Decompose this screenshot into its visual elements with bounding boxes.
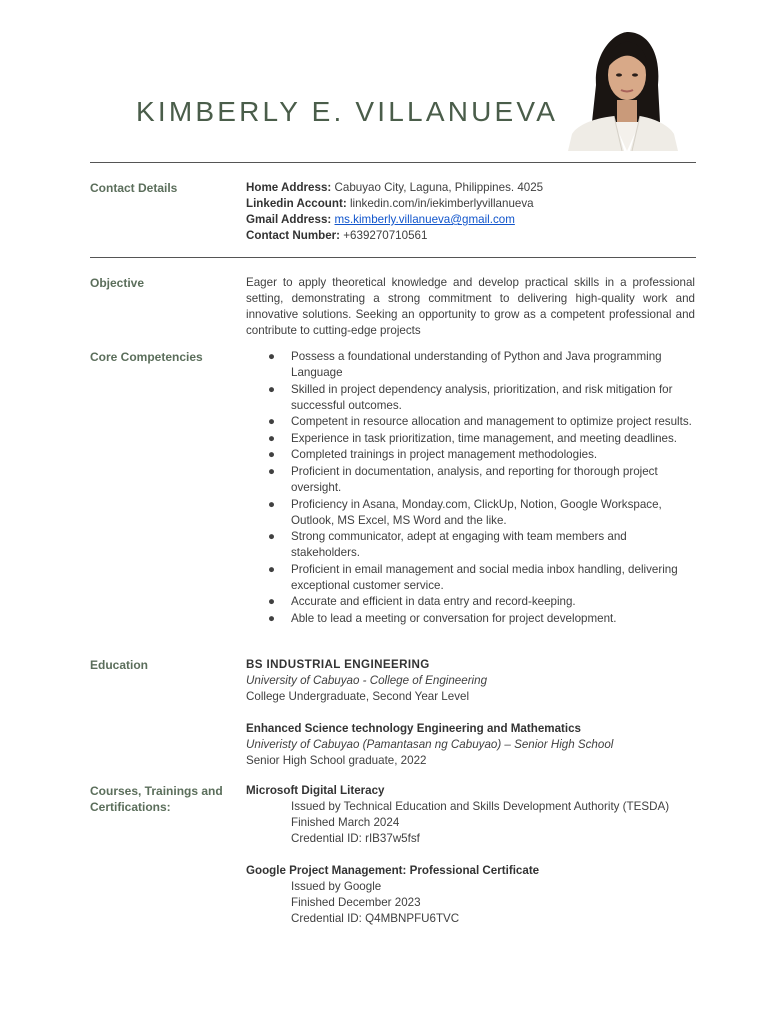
education-status: College Undergraduate, Second Year Level [246, 690, 470, 703]
certification-entry [246, 863, 695, 927]
education-status: Senior High School graduate, 2022 [246, 754, 427, 767]
certification-finished: Finished December 2023 [291, 896, 421, 909]
degree-title: BS INDUSTRIAL ENGINEERING [246, 658, 430, 671]
certifications-details [246, 783, 695, 927]
list-item: ● Able to lead a meeting or conversation for project development. [268, 611, 617, 625]
list-item: ● Proficiency in Asana, Monday.com, ClickUp, Notion, Google Workspace, Outlook, MS Excel, MS Word and the like. [268, 497, 662, 527]
school-name: University of Cabuyao - College of Engineering [246, 674, 488, 687]
contact-details [246, 180, 695, 244]
education-entry [246, 657, 695, 705]
contact-section-label: Contact Details [90, 181, 178, 195]
profile-photo [566, 30, 680, 151]
home-address-row [246, 180, 695, 196]
certification-issuer: Issued by Google [291, 880, 382, 893]
competencies-list [246, 349, 695, 628]
contact-number-value: +639270710561 [343, 229, 428, 242]
certification-title: Google Project Management: Professional Certificate [246, 864, 540, 877]
gmail-label: Gmail Address: [246, 213, 332, 226]
certification-credential: Credential ID: Q4MBNPFU6TVC [291, 912, 460, 925]
contact-number-label: Contact Number: [246, 229, 341, 242]
certification-finished: Finished March 2024 [291, 816, 400, 829]
list-item: ● Proficient in email management and social media inbox handling, delivering exceptional customer service. [268, 562, 678, 592]
objective-section-label: Objective [90, 276, 145, 290]
education-entry [246, 721, 695, 769]
objective-text: Eager to apply theoretical knowledge and develop practical skills in a professional setting, demonstrating a strong commitment to delivering high-quality work and innovative solutions. Seeking an opportunity to grow as a competent professional and contribute to cutting-edge projects [246, 276, 695, 337]
list-item: ● Proficient in documentation, analysis, and reporting for thorough project oversight. [268, 464, 658, 494]
contact-divider [90, 257, 696, 258]
list-item: ● Completed trainings in project management methodologies. [268, 448, 598, 462]
degree-title: Enhanced Science technology Engineering and Mathematics [246, 722, 582, 735]
list-item: ● Accurate and efficient in data entry and record-keeping. [268, 595, 576, 609]
header-divider [90, 162, 696, 163]
resume-name: KIMBERLY E. VILLANUEVA [136, 96, 559, 127]
certification-title: Microsoft Digital Literacy [246, 784, 385, 797]
avatar-illustration [566, 30, 680, 151]
gmail-row [246, 212, 695, 228]
linkedin-label: Linkedin Account: [246, 197, 347, 210]
home-address-value: Cabuyao City, Laguna, Philippines. 4025 [334, 181, 544, 194]
list-item: ● Strong communicator, adept at engaging with team members and stakeholders. [268, 530, 627, 560]
list-item: ● Skilled in project dependency analysis, prioritization, and risk mitigation for successful outcomes. [268, 382, 673, 412]
certification-issuer: Issued by Technical Education and Skills Development Authority (TESDA) [291, 800, 670, 813]
school-name: Univeristy of Cabuyao (Pamantasan ng Cabuyao) – Senior High School [246, 738, 614, 751]
contact-number-row [246, 228, 695, 244]
certifications-section-label: Courses, Trainings and Certifications: [90, 784, 223, 814]
list-item: ● Possess a foundational understanding of Python and Java programming Language [268, 350, 662, 379]
list-item: ● Experience in task prioritization, time management, and meeting deadlines. [268, 431, 678, 445]
linkedin-row [246, 196, 695, 212]
list-item: ● Competent in resource allocation and management to optimize project results. [268, 415, 692, 429]
education-section-label: Education [90, 658, 149, 672]
linkedin-value: linkedin.com/in/iekimberlyvillanueva [349, 197, 534, 210]
competencies-section-label: Core Competencies [90, 350, 203, 364]
education-details [246, 657, 695, 769]
certification-credential: Credential ID: rIB37w5fsf [291, 832, 420, 845]
certification-entry [246, 783, 695, 847]
home-address-label: Home Address: [246, 181, 332, 194]
gmail-link[interactable]: ms.kimberly.villanueva@gmail.com [334, 213, 515, 226]
